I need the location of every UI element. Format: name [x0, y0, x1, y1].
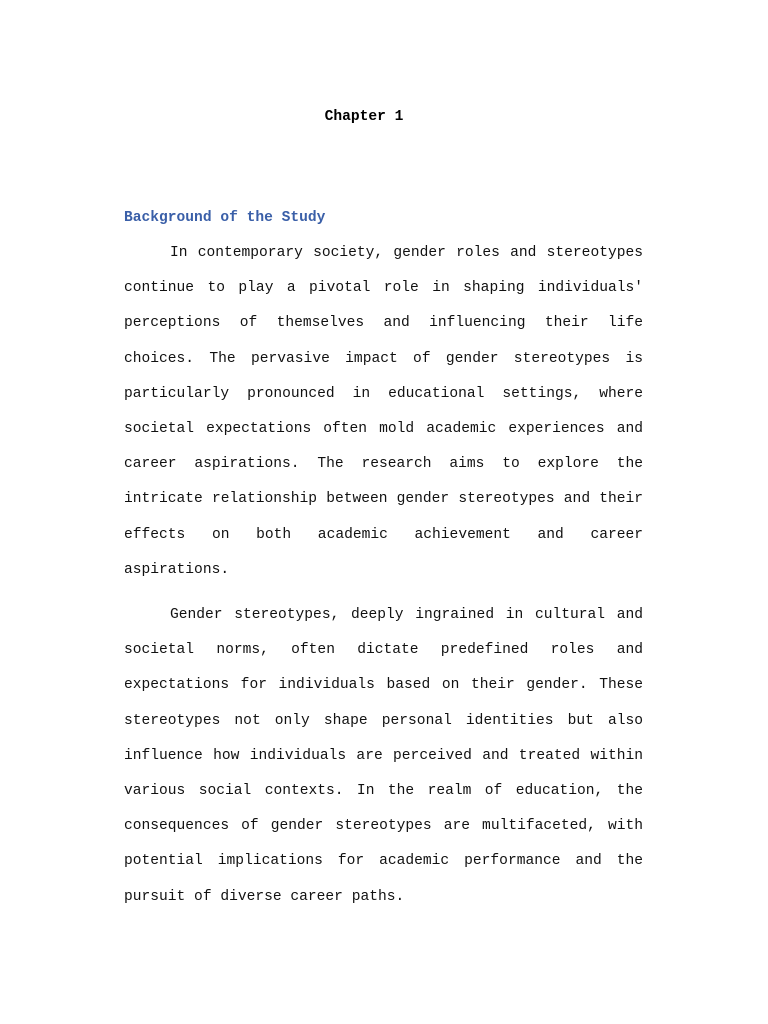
chapter-title: Chapter 1 — [324, 109, 404, 125]
paragraph: Gender stereotypes, deeply ingrained in cultural and societal norms, often dictate predefined roles and expectations for individuals based on their gender. These stereotypes not only shape personal identities but also influence how individuals are perceived and treated within various social contexts. In the realm of education, the consequences of gender stereotypes are multifaceted, with potential implications for academic performance and the pursuit of diverse career paths. — [124, 607, 643, 905]
paragraph: In contemporary society, gender roles and stereotypes continue to play a pivotal role in shaping individuals' perceptions of themselves and influencing their life choices. The pervasive impact of gender stereotypes is particularly pronounced in educational settings, where societal expectations often mold academic experiences and career aspirations. The research aims to explore the intricate relationship between gender stereotypes and their effects on both academic achievement and career aspirations. — [124, 245, 643, 578]
section-heading: Background of the Study — [124, 210, 326, 226]
body-text — [124, 236, 643, 915]
